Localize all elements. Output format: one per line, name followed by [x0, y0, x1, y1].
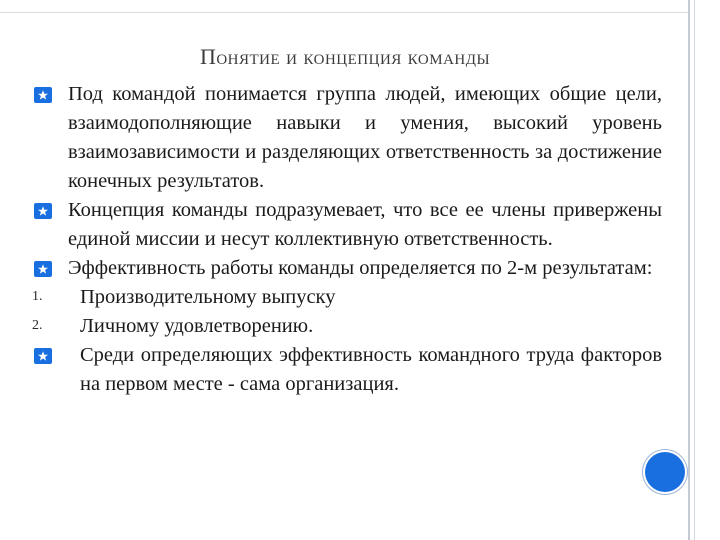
- bullet-text: Среди определяющих эффективность командного труда факторов на первом месте - сама организация.: [80, 344, 662, 395]
- slide-content: [32, 80, 662, 399]
- slide-frame-right: [688, 0, 690, 540]
- bullet-text: Концепция команды подразумевает, что все ее члены привержены единой миссии и несут коллективную ответственность.: [68, 199, 662, 250]
- bullet-text: Под командой понимается группа людей, имеющих общие цели, взаимодополняющие навыки и умения, высокий уровень взаимозависимости и разделяющих ответственность за достижение конечных результатов.: [68, 83, 662, 192]
- numbered-text: Личному удовлетворению.: [80, 315, 314, 337]
- slide-title: Понятие и концепция команды: [199, 44, 491, 69]
- numbered-item: [32, 283, 662, 312]
- bullet-icon: [32, 202, 54, 220]
- list-number: 1.: [32, 288, 43, 304]
- decorative-circle: [645, 452, 685, 492]
- slide-frame-top: [0, 12, 690, 13]
- bullet-icon: [32, 86, 54, 104]
- bullet-item: [32, 341, 662, 399]
- slide-frame-right-inner: [694, 0, 695, 540]
- bullet-item: [32, 254, 662, 283]
- bullet-icon: [32, 347, 54, 365]
- bullet-item: [32, 196, 662, 254]
- numbered-text: Производительному выпуску: [80, 286, 336, 308]
- bullet-text: Эффективность работы команды определяется по 2-м результатам:: [68, 257, 653, 279]
- bullet-icon: [32, 260, 54, 278]
- list-number: 2.: [32, 317, 43, 333]
- bullet-item: [32, 80, 662, 196]
- numbered-item: [32, 312, 662, 341]
